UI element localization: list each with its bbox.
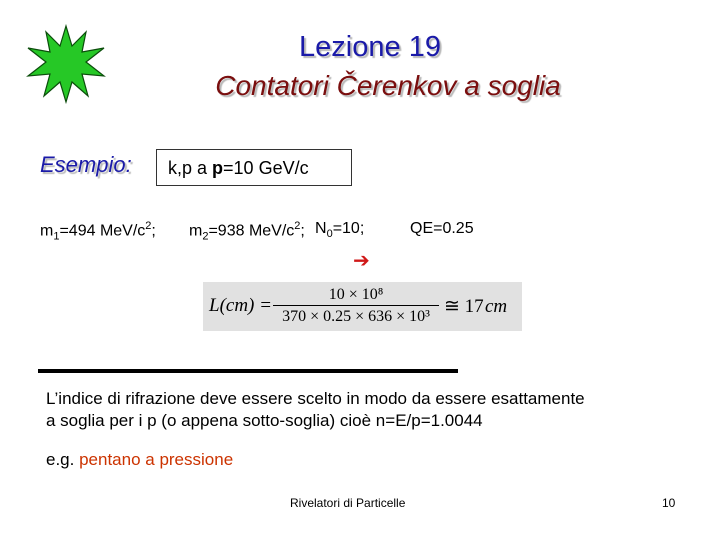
formula-rhs: ≅ 17: [444, 296, 484, 317]
footer-text: Rivelatori di Particelle: [290, 496, 406, 510]
example-box-text-pre: k,p a: [168, 158, 213, 178]
formula-box: [203, 282, 522, 331]
qe-param: QE=0.25: [410, 220, 474, 237]
body-line-1: L’indice di rifrazione deve essere scelto in modo da essere esattamente: [46, 389, 585, 408]
formula-lhs: L(cm) =: [209, 295, 272, 316]
eg-prefix: e.g.: [46, 450, 80, 469]
example-box-text-bold: p: [212, 158, 224, 178]
example-label: Esempio:: [40, 152, 132, 177]
right-arrow-icon: ➔: [353, 250, 370, 272]
formula-unit: cm: [485, 296, 508, 317]
example-box: [156, 149, 352, 186]
formula-denominator: 370 × 0.25 × 636 × 10³: [282, 308, 430, 325]
page-number: 10: [662, 496, 676, 510]
body-line-2: a soglia per i p (o appena sotto-soglia) cioè n=E/p=1.0044: [46, 411, 483, 430]
n0-param: $N_0=10$;: [315, 220, 365, 241]
slide-title: Lezione 19: [299, 31, 441, 63]
slide-subtitle: Contatori Čerenkov a soglia: [215, 70, 561, 101]
divider-line: [38, 369, 458, 373]
eg-highlight: pentano a pressione: [79, 450, 234, 469]
body-paragraph: [46, 388, 706, 432]
mass-1: $m_1=494$ MeV/$c^2$;: [40, 220, 156, 243]
formula-numerator: 10 × 10⁸: [328, 286, 384, 303]
example-box-text-post: =10 GeV/c: [223, 158, 309, 178]
formula-fraction: [271, 284, 441, 328]
example-note: [46, 450, 233, 470]
mass-2: $m_2=938$ MeV/$c^2$;: [189, 220, 305, 243]
